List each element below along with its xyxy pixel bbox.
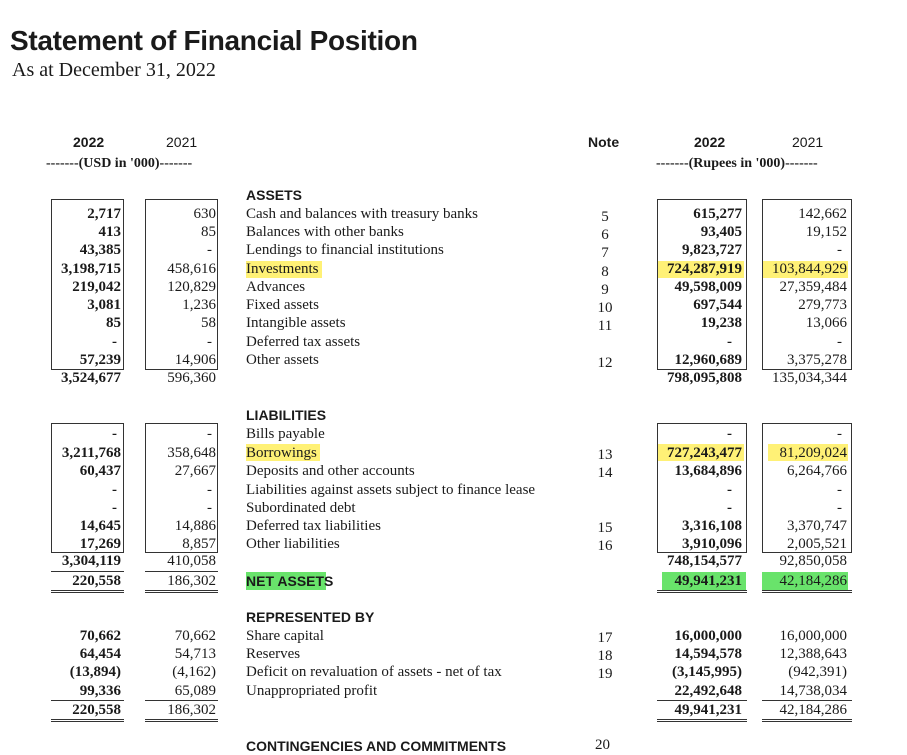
cell: - [837,482,842,498]
cell: (4,162) [172,664,216,680]
liab-usd-2022-col [50,425,121,555]
cell: 14,738,034 [779,683,847,699]
cell: (3,145,995) [672,664,742,680]
cell: 70,662 [79,628,121,644]
header-pkr-2022: 2022 [694,134,726,150]
header-usd-unit: -------(USD in '000)------- [46,156,193,171]
cell: 58 [201,315,216,331]
note-cell: 16 [597,538,613,554]
cell: 57,239 [79,352,121,368]
cell: 630 [193,206,216,222]
cell: 64,454 [79,646,121,662]
cell: 2,717 [87,206,121,222]
cell: - [727,426,732,442]
cell: 14,886 [174,518,216,534]
contingencies-note: 20 [595,737,610,753]
cell: 103,844,929 [772,261,847,277]
row-label: Deferred tax assets [246,334,361,350]
assets-labels-col [246,205,586,385]
cell: 99,336 [79,683,121,699]
cell: 458,616 [167,261,216,277]
assets-pkr-2021-col [762,205,847,385]
row-label: Advances [246,279,306,295]
cell: - [727,500,732,516]
cell: (942,391) [788,664,847,680]
cell: 60,437 [79,463,121,479]
cell: 85 [106,315,121,331]
liab-total-pkr-2022: 748,154,577 [667,553,742,569]
cell: 358,648 [167,445,216,461]
note-cell: 18 [597,648,613,664]
cell: 120,829 [167,279,216,295]
assets-total-usd-2021: 596,360 [167,370,216,386]
cell: 3,370,747 [787,518,847,534]
rep-total-usd-2021-wrap [145,700,218,722]
rep-total-pkr-2021: 42,184,286 [779,702,847,718]
note-cell: 11 [597,318,613,334]
cell: 9,823,727 [682,242,742,258]
row-label: Other assets [246,352,319,368]
cell: 17,269 [79,536,121,552]
cell: 16,000,000 [674,628,742,644]
liab-labels-col [246,425,586,555]
cell: 12,960,689 [674,352,742,368]
row-label: Bills payable [246,426,325,442]
net-pkr-2022: 49,941,231 [674,573,742,589]
cell: - [207,242,212,258]
liab-pkr-2021-col [762,425,847,555]
row-label: Subordinated debt [246,500,356,516]
row-label: Cash and balances with treasury banks [246,206,479,222]
cell: 14,645 [79,518,121,534]
note-cell: 6 [601,227,609,243]
cell: 8,857 [182,536,216,552]
cell: 19,152 [805,224,847,240]
header-pkr-unit: -------(Rupees in '000)------- [656,156,818,171]
cell: 142,662 [798,206,847,222]
cell: 727,243,477 [667,445,742,461]
net-usd-2022-wrap [51,572,124,593]
cell: - [112,500,117,516]
cell: 85 [201,224,216,240]
cell: 279,773 [798,297,847,313]
row-label: Fixed assets [246,297,319,313]
header-pkr-2021: 2021 [792,134,824,150]
rep-total-usd-2022: 220,558 [72,702,121,718]
cell: 6,264,766 [787,463,847,479]
assets-usd-2022-col [50,205,121,385]
cell: 12,388,643 [779,646,847,662]
header-note: Note [588,134,620,150]
net-usd-2022: 220,558 [72,573,121,589]
cell: 93,405 [700,224,742,240]
rep-pkr-2021-col [762,627,847,707]
represented-by-heading: REPRESENTED BY [246,609,375,625]
cell: 1,236 [182,297,216,313]
note-cell: 10 [597,300,613,316]
note-cell: 19 [597,666,613,682]
note-cell [593,336,617,354]
note-cell: 9 [601,282,609,298]
cell: - [207,500,212,516]
liab-total-usd-2021: 410,058 [167,553,216,569]
cell: 65,089 [174,683,216,699]
cell: 16,000,000 [779,628,847,644]
note-cell: 12 [597,355,613,371]
cell: - [207,482,212,498]
cell: 413 [98,224,121,240]
cell: 3,211,768 [61,445,121,461]
assets-heading: ASSETS [246,187,303,203]
cell: - [727,482,732,498]
rep-usd-2022-col [50,627,121,707]
net-usd-2021: 186,302 [167,573,216,589]
cell: 3,910,096 [682,536,742,552]
assets-notes-col [593,208,617,388]
header-usd-2022: 2022 [73,134,105,150]
cell: (13,894) [69,664,121,680]
liabilities-heading: LIABILITIES [246,407,327,423]
row-label: Intangible assets [246,315,346,331]
cell: 3,198,715 [61,261,121,277]
note-cell: 7 [601,245,609,261]
row-label: Share capital [246,628,324,644]
assets-total-pkr-2022: 798,095,808 [667,370,742,386]
cell: 49,598,009 [674,279,742,295]
liab-usd-2021-col [144,425,216,555]
cell: - [837,426,842,442]
cell: 3,316,108 [682,518,742,534]
cell: 219,042 [72,279,121,295]
cell: 43,385 [79,242,121,258]
page-title: Statement of Financial Position [10,25,418,56]
header-usd-2021: 2021 [166,134,198,150]
rep-usd-2021-col [144,627,216,707]
net-pkr-2021-wrap [762,572,852,593]
cell: - [112,482,117,498]
assets-pkr-2022-col [656,205,742,385]
cell: 2,005,521 [787,536,847,552]
cell: 3,375,278 [787,352,847,368]
assets-usd-2021-col [144,205,216,385]
assets-total-usd-2022: 3,524,677 [61,370,121,386]
row-label: Borrowings [246,445,317,461]
row-label: Unappropriated profit [246,683,378,699]
liab-total-pkr-2021: 92,850,058 [779,553,847,569]
note-cell: 5 [601,209,609,225]
note-cell: 17 [597,630,613,646]
row-label: Reserves [246,646,301,662]
row-label: Deposits and other accounts [246,463,415,479]
cell: 70,662 [174,628,216,644]
liab-notes-col [593,446,617,576]
rep-pkr-2022-col [656,627,742,707]
cell: 14,906 [174,352,216,368]
rep-total-pkr-2022-wrap [657,700,747,722]
cell: 54,713 [174,646,216,662]
rep-total-usd-2022-wrap [51,700,124,722]
note-cell: 14 [597,465,613,481]
cell: 697,544 [693,297,742,313]
cell: - [207,334,212,350]
cell: - [837,242,842,258]
page-subtitle: As at December 31, 2022 [12,59,216,81]
row-label: Deficit on revaluation of assets - net of tax [246,664,502,680]
cell: 19,238 [700,315,742,331]
cell: 724,287,919 [667,261,742,277]
cell: 13,066 [805,315,847,331]
rep-total-usd-2021: 186,302 [167,702,216,718]
contingencies-label: CONTINGENCIES AND COMMITMENTS [246,738,507,754]
cell: 81,209,024 [779,445,847,461]
cell: 615,277 [693,206,742,222]
rep-total-pkr-2022: 49,941,231 [674,702,742,718]
cell: 13,684,896 [674,463,742,479]
cell: 14,594,578 [674,646,742,662]
row-label: Liabilities against assets subject to finance lease [246,482,536,498]
cell: 3,081 [87,297,121,313]
note-cell: 15 [597,520,613,536]
row-label: Lendings to financial institutions [246,242,444,258]
rep-labels-col [246,627,586,707]
net-usd-2021-wrap [145,572,218,593]
cell: 22,492,648 [674,683,742,699]
row-label: Balances with other banks [246,224,404,240]
assets-total-pkr-2021: 135,034,344 [772,370,847,386]
net-pkr-2022-wrap [657,572,747,593]
cell: - [112,426,117,442]
cell: 27,667 [174,463,216,479]
note-cell: 13 [597,447,613,463]
liab-pkr-2022-col [656,425,742,555]
liab-total-usd-2022: 3,304,119 [61,553,121,569]
net-assets-label: NET ASSETS [246,573,334,589]
net-pkr-2021: 42,184,286 [779,573,847,589]
cell: - [837,334,842,350]
note-cell: 8 [601,264,609,280]
rep-total-pkr-2021-wrap [762,700,852,722]
cell: 27,359,484 [779,279,847,295]
cell: - [112,334,117,350]
rep-notes-col [593,629,617,709]
row-label: Other liabilities [246,536,340,552]
cell: - [837,500,842,516]
cell: - [727,334,732,350]
row-label: Investments [246,261,319,277]
row-label: Deferred tax liabilities [246,518,381,534]
cell: - [207,426,212,442]
